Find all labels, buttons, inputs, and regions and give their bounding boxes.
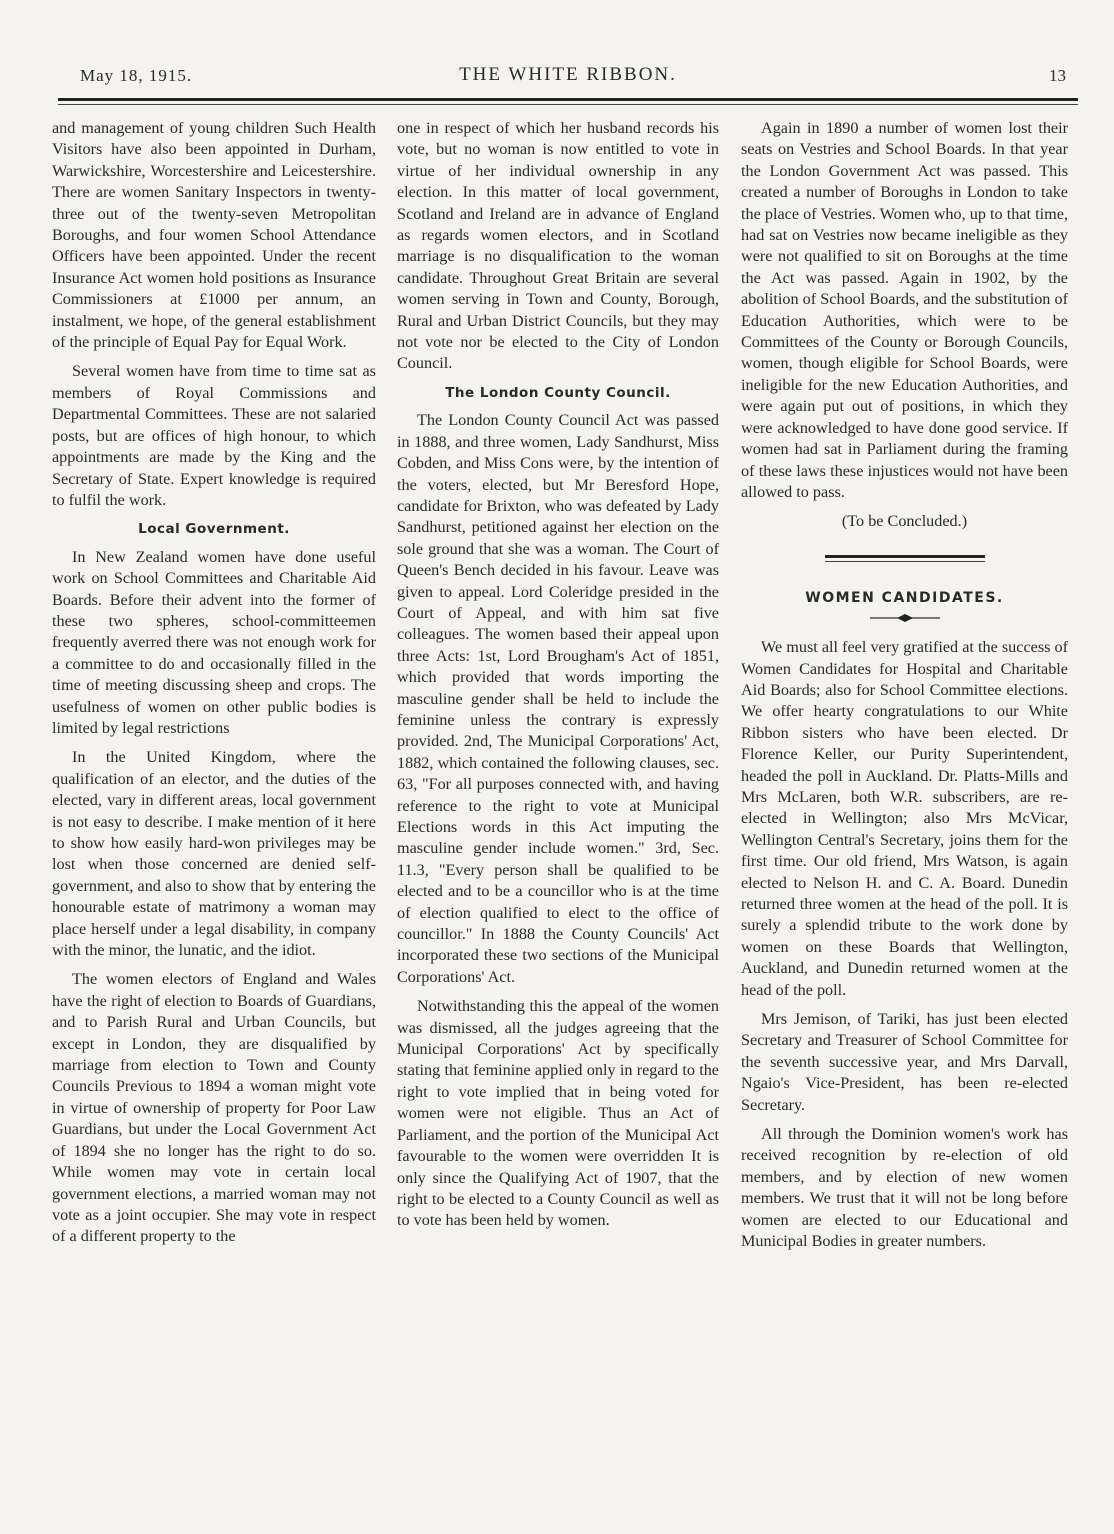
- paragraph: In New Zealand women have done useful work on School Committees and Charitable Aid Boards. Before their advent into the former of these two spheres, school-committeemen frequently averred there was not enough work for a committee to do and occasionally filled in the time of meeting discussing sheep and crops. The usefulness of women on other public bodies is limited by legal restrictions: [52, 547, 376, 737]
- paragraph: In the United Kingdom, where the qualification of an elector, and the duties of the elected, vary in different areas, local government is not easy to describe. I make mention of it here to show how easily hard-won privileges may be lost when those concerned are denied self-government, and also to show that by entering the honourable estate of matrimony a woman may place herself under a legal disability, in company with the minor, the lunatic, and the idiot.: [52, 748, 376, 960]
- column-1: [52, 118, 376, 1256]
- section-divider: [825, 555, 985, 558]
- paragraph: one in respect of which her husband records his vote, but no woman is now entitled to vote in virtue of her individual ownership in any election. In this matter of local government, Scotland and Ireland are in advance of England as regards women electors, and in Scotland marriage is no disqualification to the woman candidate. Throughout Great Britain are several women serving in Town and County, Borough, Rural and Urban District Councils, but they may not vote nor be elected to the City of London Council.: [397, 119, 719, 373]
- paragraph: The London County Council Act was passed in 1888, and three women, Lady Sandhurst, Miss Cobden, and Miss Cons were, by the intention of the voters, elected, but Mr Beresford Hope, candidate for Brixton, who was defeated by Lady Sandhurst, petitioned against her election on the sole ground that she was a woman. The Court of Queen's Bench decided in his favour. Leave was given to appeal. Lord Coleridge presided in the Court of Appeal, and with him sat five colleagues. The women based their appeal upon three Acts: 1st, Lord Brougham's Act of 1851, which provided that words importing the masculine gender shall be held to include the feminine unless the contrary is expressly provided. 2nd, The Municipal Corporations' Act, 1882, which contained the following clauses, sec. 63, "For all purposes connected with, and having reference to the right to vote at Municipal Elections words in this Act imputing the masculine gender include women." 3rd, Sec. 11.3, "Every person shall be qualified to be elected and to be a councillor who is at the time of election qualified to elect to the office of councillor." In 1888 the County Councils' Act incorporated these two sections of the Municipal Corporations' Act.: [397, 411, 719, 986]
- paragraph: Notwithstanding this the appeal of the women was dismissed, all the judges agreeing that the Municipal Corporations' Act by specifically stating that feminine applied only in regard to the right to vote implied that in being voted for women were not eligible. Thus an Act of Parliament, and the portion of the Municipal Act favourable to the women were overridden It is only since the Qualifying Act of 1907, that the right to be elected to a County Council as well as to vote has been held by women.: [397, 997, 719, 1230]
- header-rule-thin: [58, 104, 1078, 105]
- section-heading-london-county-council: The London County Council.: [445, 384, 671, 401]
- publication-title: THE WHITE RIBBON.: [459, 64, 677, 85]
- ornament-dash-icon: [870, 613, 940, 623]
- section-heading-women-candidates: WOMEN CANDIDATES.: [805, 589, 1004, 606]
- paragraph: Mrs Jemison, of Tariki, has just been elected Secretary and Treasurer of School Committee for the seventh successive year, and Mrs Darvall, Ngaio's Vice-President, has been re-elected Secretary.: [741, 1010, 1068, 1114]
- page-number: 13: [1049, 66, 1066, 85]
- section-heading-local-government: Local Government.: [138, 521, 290, 538]
- paragraph: We must all feel very gratified at the success of Women Candidates for Hospital and Charitable Aid Boards; also for School Committee elections. We offer hearty congratulations to our White Ribbon sisters who have been elected. Dr Florence Keller, our Purity Superintendent, headed the poll in Auckland. Dr. Platts-Mills and Mrs McLaren, both W.R. subscribers, are re-elected in Wellington; also Mrs McVicar, Wellington Central's Secretary, joins them for the first time. Our old friend, Mrs Watson, is again elected to Nelson H. and C. A. Board. Dunedin returned three women at the head of the poll. It is surely a splendid tribute to the work done by women on these Boards that Wellington, Auckland, and Dunedin returned women at the head of the poll.: [741, 638, 1068, 999]
- page-header: [58, 60, 1078, 90]
- section-divider-thin: [825, 561, 985, 562]
- column-3: [741, 118, 1068, 1261]
- paragraph: Several women have from time to time sat as members of Royal Commissions and Departmental Committees. These are not salaried posts, but are offices of high honour, to which appointments are made by the King and the Secretary of State. Expert knowledge is required to fulfil the work.: [52, 362, 376, 509]
- to-be-concluded-note: (To be Concluded.): [841, 512, 968, 531]
- header-rule: [58, 98, 1078, 101]
- paragraph: All through the Dominion women's work has received recognition by re-election of old members, and by election of new women members. We trust that it will not be long before women are elected to our Educational and Municipal Bodies in greater numbers.: [741, 1125, 1068, 1251]
- paragraph: The women electors of England and Wales have the right of election to Boards of Guardians, and to Parish Rural and Urban Councils, but except in London, they are disqualified by marriage from election to Town and County Councils Previous to 1894 a woman might vote in virtue of ownership of property for Poor Law Guardians, but under the Local Government Act of 1894 she no longer has the right to do so. While women may vote in certain local government elections, a married woman may not vote as a joint occupier. She may vote in respect of a different property to the: [52, 970, 376, 1246]
- issue-date: May 18, 1915.: [80, 66, 193, 85]
- paragraph: Again in 1890 a number of women lost their seats on Vestries and School Boards. In that year the London Government Act was passed. This created a number of Boroughs in London to take the place of Vestries. Women who, up to that time, had sat on Vestries now became ineligible as they were not qualified to sit on Boroughs at the time the Act was passed. Again in 1902, by the abolition of School Boards, and the substitution of Education Authorities, which were to be Committees of the County or Borough Councils, women, though eligible for School Boards, were ineligible for the new Education Authorities, and were again put out of positions, in which they were acknowledged to have done good service. If women had sat in Parliament during the framing of these laws these injustices would not have been allowed to pass.: [741, 119, 1068, 501]
- paragraph: and management of young children Such Health Visitors have also been appointed in Durham, Warwickshire, Worcestershire and Leicestershire. There are women Sanitary Inspectors in twenty-three out of the twenty-seven Metropolitan Boroughs, and four women School Attendance Officers have been appointed. Under the recent Insurance Act women hold positions as Insurance Commissioners at £1000 per annum, an instalment, we hope, of the general establishment of the principle of Equal Pay for Equal Work.: [52, 119, 376, 352]
- column-2: [397, 118, 719, 1240]
